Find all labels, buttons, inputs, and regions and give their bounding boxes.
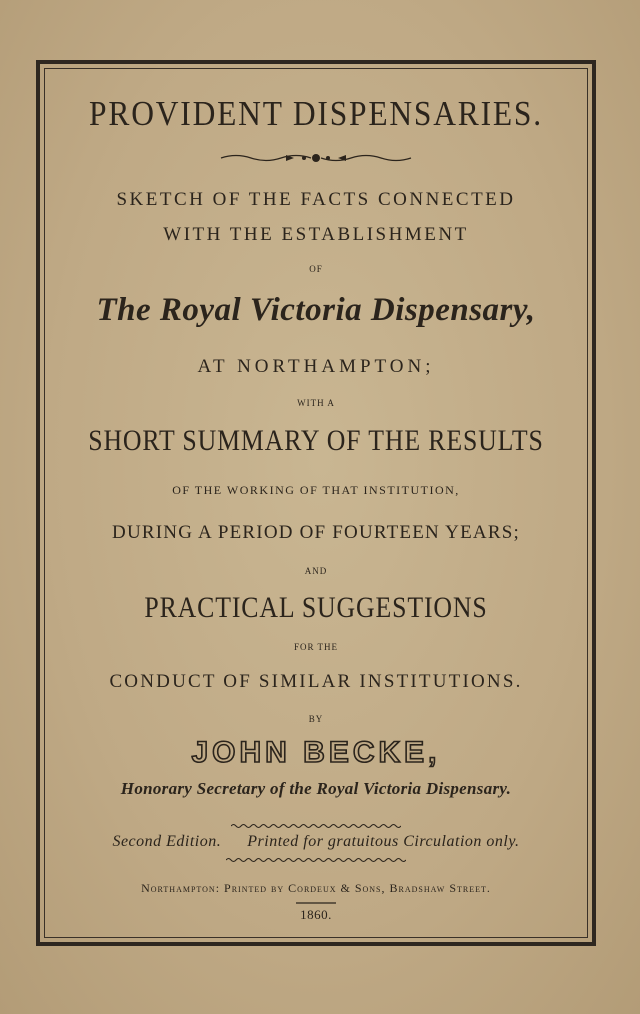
printer-imprint: Northampton: Printed by Cordeux & Sons, Bradshaw Street. [141,881,491,895]
subtitle-line-1: SKETCH OF THE FACTS CONNECTED [116,189,516,210]
for-the-label: FOR THE [293,642,339,652]
edition-label: Second Edition. [112,833,222,850]
main-title: PROVIDENT DISPENSARIES. [89,94,543,133]
ornament-divider [44,151,588,165]
of-label: OF [309,264,323,274]
working-line: OF THE WORKING OF THAT INSTITUTION, [172,483,460,497]
summary-heading: SHORT SUMMARY OF THE RESULTS [88,424,544,457]
subtitle-line-2: WITH THE ESTABLISHMENT [163,224,469,245]
circulation-note: Printed for gratuitous Circulation only. [247,833,520,850]
author-title: Honorary Secretary of the Royal Victoria Dispensary. [120,779,512,798]
year-rule [44,902,588,906]
institution-name: The Royal Victoria Dispensary, [96,292,536,328]
wavy-rule-bottom [44,857,588,863]
author-name-line [44,738,588,768]
edition-line [44,834,588,850]
and-label: AND [304,566,328,576]
location-line: AT NORTHAMPTON; [197,356,435,377]
author-name: JOHN BECKE, [191,736,441,769]
with-label: WITH A [297,398,335,408]
wavy-rule-top [44,823,588,829]
publication-year: 1860. [300,907,332,922]
period-line: DURING A PERIOD OF FOURTEEN YEARS; [112,522,520,543]
by-label: BY [308,714,324,724]
suggestions-heading: PRACTICAL SUGGESTIONS [144,591,488,624]
conduct-line: CONDUCT OF SIMILAR INSTITUTIONS. [109,671,523,692]
